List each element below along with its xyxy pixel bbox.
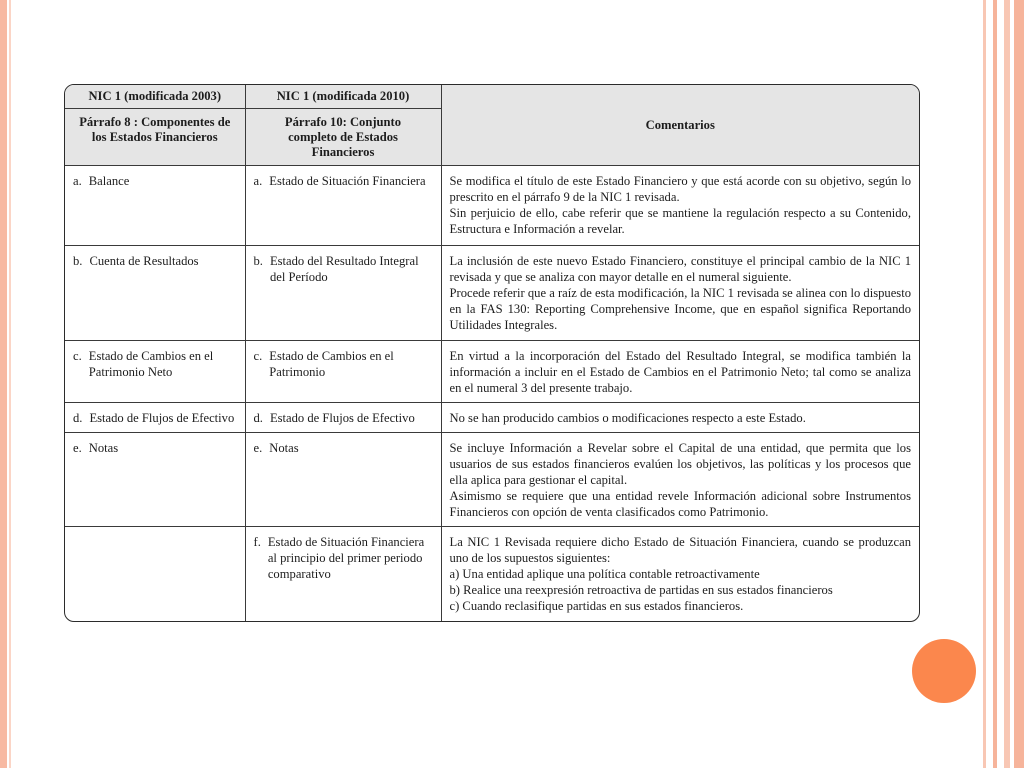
comment-paragraph: Se incluye Información a Revelar sobre el Capital de una entidad, que permita que los usuarios de sus estados financieros evalúen los objetivos, las políticas y los procesos que ella aplica para gestionar el capital.: [449, 441, 911, 487]
comment-paragraph: No se han producido cambios o modificaciones respecto a este Estado.: [449, 411, 806, 425]
item-text: Cuenta de Resultados: [89, 254, 199, 268]
header-nic1-2010: NIC 1 (modificada 2010): [245, 85, 441, 109]
cell-nic1-2010: [245, 341, 441, 403]
header-nic1-2003: NIC 1 (modificada 2003): [65, 85, 245, 109]
table-row: [65, 527, 919, 621]
comment-paragraph: c) Cuando reclasifique partidas en sus estados financieros.: [449, 599, 744, 613]
header-parrafo-10: Párrafo 10: Conjunto completo de Estados Financieros: [245, 109, 441, 166]
item-text: Notas: [269, 441, 299, 455]
right-frame-stripe: [1004, 0, 1010, 768]
item-text: Balance: [88, 174, 130, 188]
cell-comentario: [441, 246, 919, 341]
item-marker: b.: [73, 254, 83, 268]
item-marker: f.: [253, 535, 261, 549]
cell-nic1-2010: [245, 403, 441, 433]
item-marker: a.: [73, 174, 82, 188]
header-comentarios: Comentarios: [441, 85, 919, 166]
cell-nic1-2003: [65, 527, 245, 621]
item-marker: c.: [73, 349, 82, 363]
cell-nic1-2010: [245, 527, 441, 621]
item-marker: e.: [253, 441, 263, 455]
table-row: [65, 246, 919, 341]
item-text: Estado de Cambios en el Patrimonio: [269, 349, 394, 379]
left-frame-line: [9, 0, 11, 768]
comment-paragraph: Procede referir que a raíz de esta modificación, la NIC 1 revisada se alinea con lo dispuesto en la FAS 130: Reporting Comprehensive Income, que en español significa Reportando Utilidades Integrales.: [449, 286, 911, 332]
cell-nic1-2003: [65, 403, 245, 433]
table-row: [65, 166, 919, 246]
comparison-table: [64, 84, 920, 622]
item-text: Estado de Flujos de Efectivo: [89, 411, 235, 425]
item-text: Estado de Flujos de Efectivo: [269, 411, 415, 425]
right-frame-stripe: [993, 0, 997, 768]
comment-paragraph: La inclusión de este nuevo Estado Financiero, constituye el principal cambio de la NIC 1 revisada y que se analiza con mayor detalle en el numeral siguiente.: [449, 254, 911, 284]
cell-nic1-2010: [245, 433, 441, 527]
cell-nic1-2003: [65, 166, 245, 246]
cell-comentario: [441, 166, 919, 246]
item-text: Estado del Resultado Integral del Período: [269, 254, 419, 284]
header-parrafo-8: Párrafo 8 : Componentes de los Estados Financieros: [65, 109, 245, 166]
item-marker: d.: [253, 411, 263, 425]
comment-paragraph: La NIC 1 Revisada requiere dicho Estado de Situación Financiera, cuando se produzcan uno de los supuestos siguientes:: [449, 535, 911, 565]
cell-comentario: [441, 403, 919, 433]
cell-comentario: [441, 433, 919, 527]
item-text: Estado de Situación Financiera: [269, 174, 426, 188]
item-marker: c.: [253, 349, 263, 363]
table-body: [65, 166, 919, 621]
item-marker: e.: [73, 441, 82, 455]
comment-paragraph: b) Realice una reexpresión retroactiva de partidas en sus estados financieros: [449, 583, 833, 597]
item-marker: d.: [73, 411, 83, 425]
comment-paragraph: Asimismo se requiere que una entidad revele Información adicional sobre Instrumentos Financieros con opción de venta clasificados como Patrimonio.: [449, 489, 911, 519]
item-text: Estado de Situación Financiera al principio del primer periodo comparativo: [267, 535, 425, 581]
right-frame-stripe: [1014, 0, 1024, 768]
decorative-orange-circle: [912, 639, 976, 703]
comment-paragraph: En virtud a la incorporación del Estado del Resultado Integral, se modifica también la información a incluir en el Estado de Cambios en el Patrimonio Neto; tal como se analiza en el numeral 3 del presente trabajo.: [449, 349, 911, 395]
comment-paragraph: Se modifica el título de este Estado Financiero y que está acorde con su objetivo, según lo prescrito en el párrafo 9 de la NIC 1 revisada.: [449, 174, 911, 204]
item-text: Estado de Cambios en el Patrimonio Neto: [88, 349, 214, 379]
item-text: Notas: [88, 441, 119, 455]
comment-paragraph: a) Una entidad aplique una política contable retroactivamente: [449, 567, 760, 581]
right-frame-stripe: [983, 0, 986, 768]
table-row: [65, 403, 919, 433]
cell-comentario: [441, 341, 919, 403]
left-frame-stripe: [0, 0, 7, 768]
cell-nic1-2003: [65, 341, 245, 403]
cell-nic1-2010: [245, 246, 441, 341]
cell-nic1-2003: [65, 433, 245, 527]
item-marker: a.: [253, 174, 263, 188]
table-row: [65, 341, 919, 403]
comment-paragraph: Sin perjuicio de ello, cabe referir que se mantiene la regulación respecto a su Contenido, Estructura e Información a revelar.: [449, 206, 911, 236]
item-marker: b.: [253, 254, 263, 268]
cell-nic1-2003: [65, 246, 245, 341]
cell-nic1-2010: [245, 166, 441, 246]
table-row: [65, 433, 919, 527]
cell-comentario: [441, 527, 919, 621]
